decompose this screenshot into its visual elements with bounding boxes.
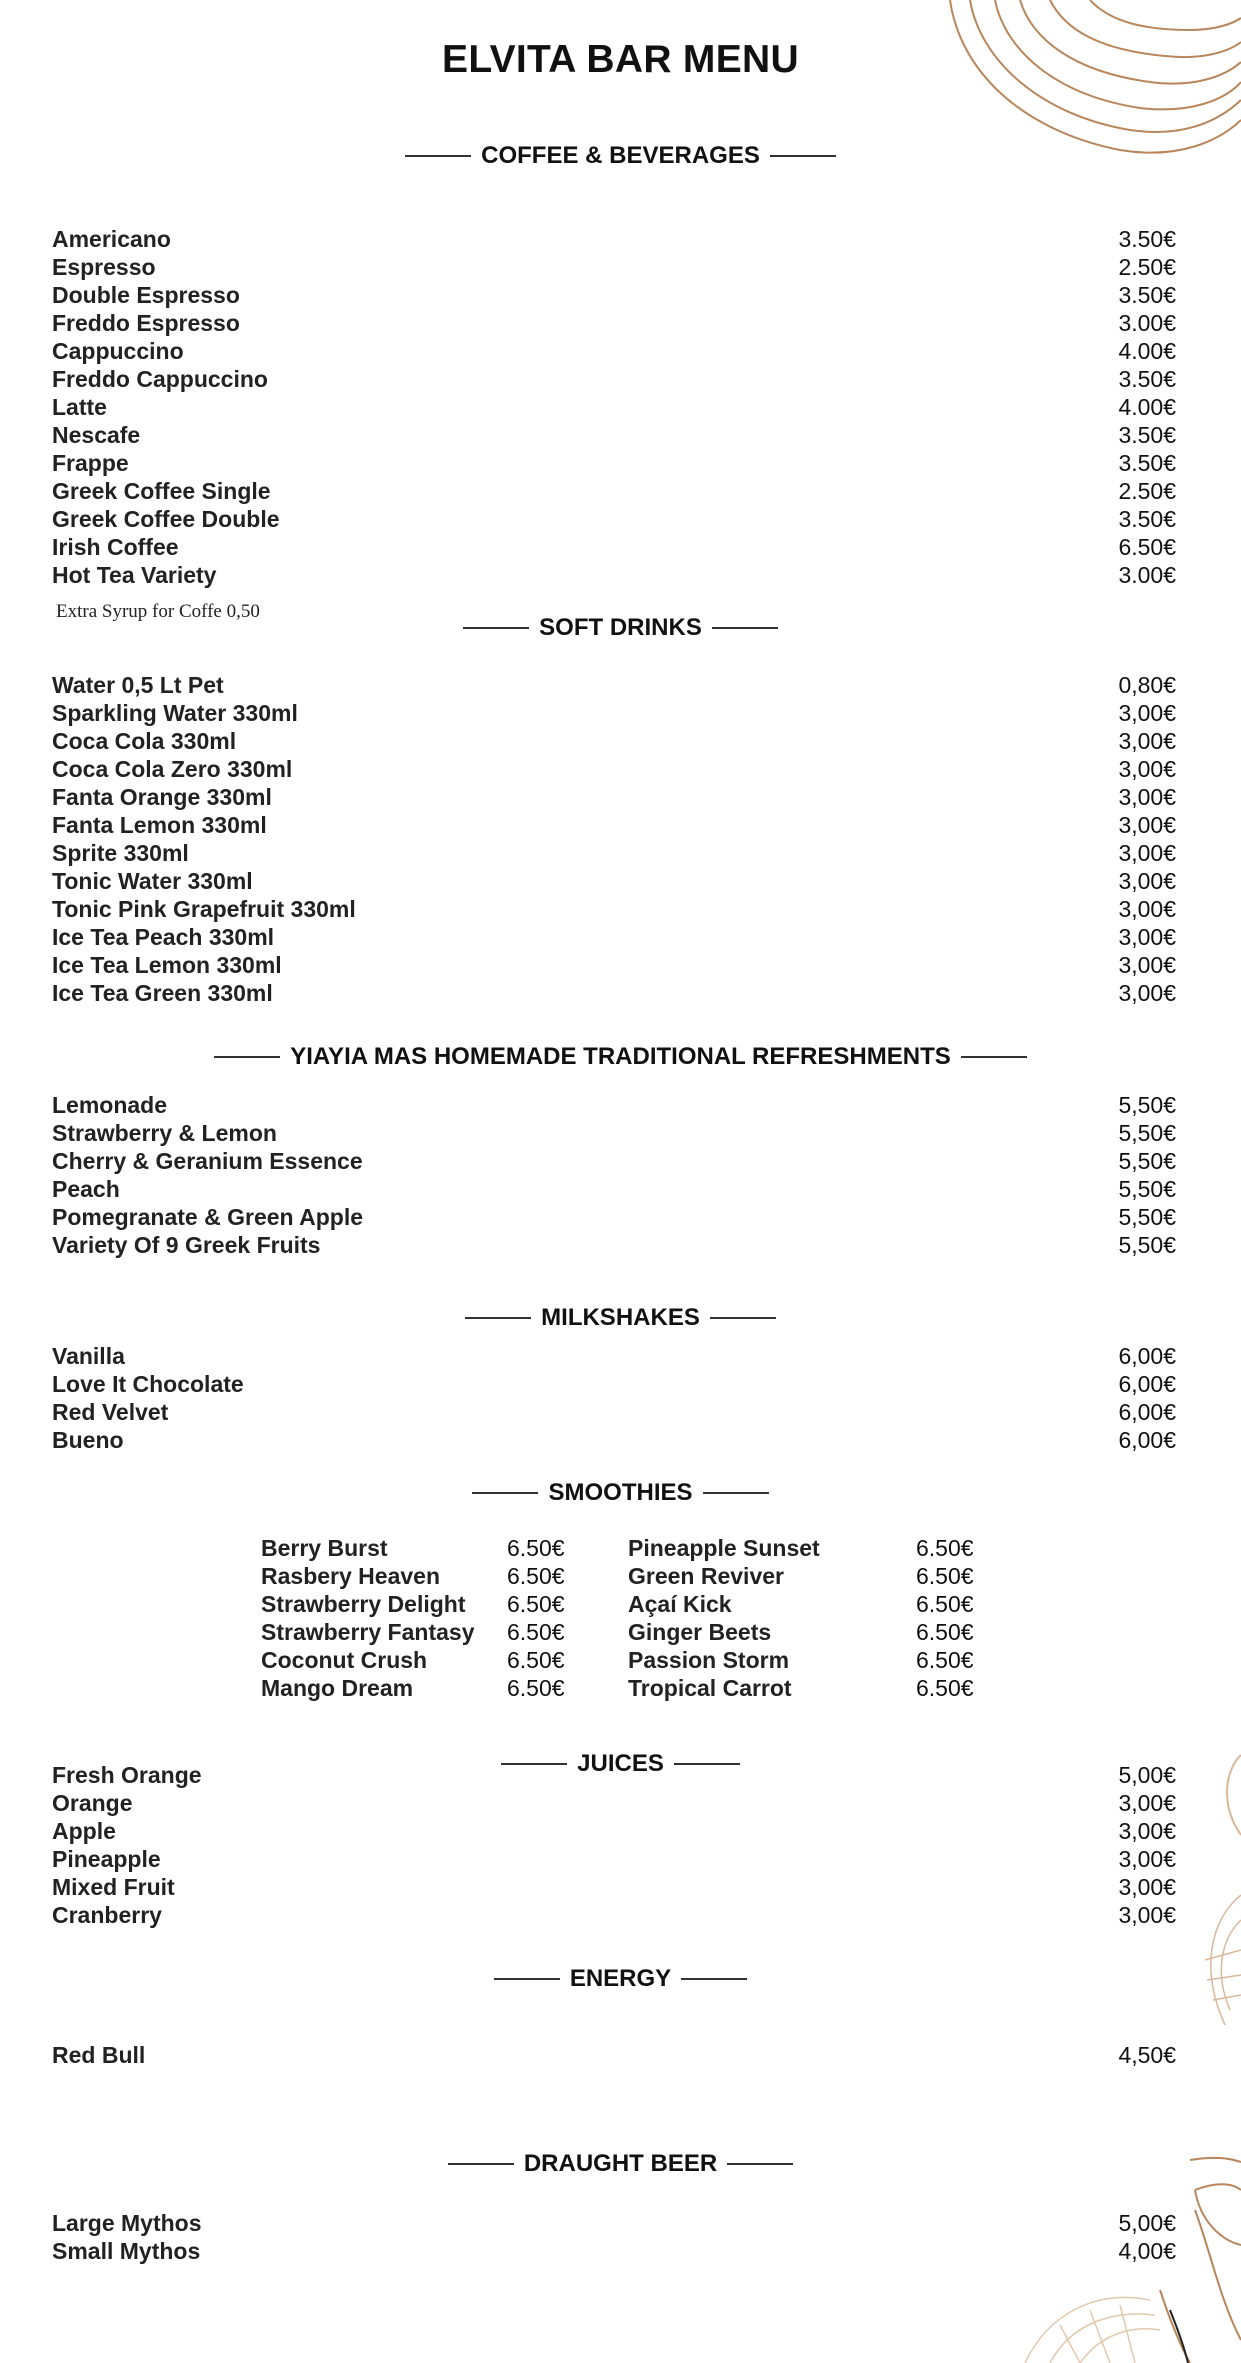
menu-item-row [52, 2041, 1176, 2069]
smoothie-price: 6.50€ [916, 1674, 974, 1701]
soft-drinks-heading-label: SOFT DRINKS [539, 614, 702, 641]
smoothie-price: 6.50€ [507, 1674, 565, 1701]
smoothie-name: Tropical Carrot [628, 1674, 792, 1701]
item-price: 3,00€ [1118, 867, 1176, 894]
item-name: Red Velvet [52, 1398, 169, 1425]
item-name: Water 0,5 Lt Pet [52, 671, 224, 698]
menu-item-row [52, 923, 1176, 951]
item-price: 3.50€ [1118, 225, 1176, 252]
item-price: 3,00€ [1118, 727, 1176, 754]
smoothie-price: 6.50€ [507, 1590, 565, 1617]
leaf-decoration-right-lower [1185, 1890, 1241, 2030]
smoothie-row [628, 1646, 986, 1674]
menu-item-row [52, 979, 1176, 1007]
coffee-heading [0, 142, 1241, 170]
item-price: 6,00€ [1118, 1370, 1176, 1397]
heading-dash [463, 627, 529, 629]
smoothie-price: 6.50€ [507, 1646, 565, 1673]
item-name: Love It Chocolate [52, 1370, 244, 1397]
menu-item-row [52, 699, 1176, 727]
item-price: 2.50€ [1118, 477, 1176, 504]
menu-item-row [52, 755, 1176, 783]
heading-dash [472, 1492, 538, 1494]
item-price: 3,00€ [1118, 923, 1176, 950]
heading-dash [465, 1317, 531, 1319]
item-price: 5,50€ [1118, 1091, 1176, 1118]
smoothie-row [628, 1534, 986, 1562]
item-price: 4,50€ [1118, 2041, 1176, 2068]
item-price: 5,50€ [1118, 1119, 1176, 1146]
energy-list [52, 2041, 1176, 2069]
refreshments-heading [0, 1043, 1241, 1071]
menu-item-row [52, 253, 1176, 281]
smoothie-name: Ginger Beets [628, 1618, 772, 1645]
item-price: 3,00€ [1118, 1845, 1176, 1872]
item-name: Large Mythos [52, 2209, 202, 2236]
smoothie-row [628, 1590, 986, 1618]
menu-item-row [52, 867, 1176, 895]
item-price: 3,00€ [1118, 1873, 1176, 1900]
smoothie-price: 6.50€ [916, 1534, 974, 1561]
smoothies-right-column [628, 1534, 986, 1702]
item-price: 6,00€ [1118, 1342, 1176, 1369]
soft-drinks-heading [0, 614, 1241, 642]
item-name: Freddo Cappuccino [52, 365, 268, 392]
heading-dash [214, 1056, 280, 1058]
item-name: Sparkling Water 330ml [52, 699, 298, 726]
item-name: Greek Coffee Single [52, 477, 271, 504]
menu-item-row [52, 1342, 1176, 1370]
item-name: Sprite 330ml [52, 839, 189, 866]
smoothies-left-column [261, 1534, 577, 1702]
item-price: 4.00€ [1118, 393, 1176, 420]
smoothie-name: Rasbery Heaven [261, 1562, 440, 1589]
item-price: 3.50€ [1118, 505, 1176, 532]
menu-item-row [52, 505, 1176, 533]
smoothie-price: 6.50€ [916, 1646, 974, 1673]
item-name: Cherry & Geranium Essence [52, 1147, 363, 1174]
smoothies-heading-label: SMOOTHIES [548, 1479, 693, 1506]
item-price: 3.50€ [1118, 365, 1176, 392]
menu-item-row [52, 2237, 1176, 2265]
coffee-heading-label: COFFEE & BEVERAGES [481, 142, 760, 169]
juices-list [52, 1761, 1176, 1929]
menu-item-row [52, 951, 1176, 979]
item-price: 3.50€ [1118, 421, 1176, 448]
item-name: Fanta Lemon 330ml [52, 811, 267, 838]
menu-item-row [52, 1789, 1176, 1817]
item-price: 5,00€ [1118, 1761, 1176, 1788]
menu-item-row [52, 225, 1176, 253]
menu-title: ELVITA BAR MENU [442, 38, 799, 81]
smoothie-price: 6.50€ [916, 1618, 974, 1645]
syrup-note: Extra Syrup for Coffe 0,50 [56, 601, 260, 622]
heading-dash [681, 1978, 747, 1980]
item-name: Peach [52, 1175, 120, 1202]
coffee-list [52, 225, 1176, 589]
item-name: Greek Coffee Double [52, 505, 280, 532]
menu-item-row [52, 1203, 1176, 1231]
smoothie-row [261, 1590, 577, 1618]
item-name: Pineapple [52, 1845, 161, 1872]
item-price: 3.50€ [1118, 449, 1176, 476]
menu-item-row [52, 1398, 1176, 1426]
heading-dash [405, 155, 471, 157]
item-name: Pomegranate & Green Apple [52, 1203, 364, 1230]
heading-dash [727, 2163, 793, 2165]
energy-heading-label: ENERGY [569, 1965, 672, 1992]
item-name: Tonic Pink Grapefruit 330ml [52, 895, 356, 922]
smoothie-name: Pineapple Sunset [628, 1534, 820, 1561]
menu-item-row [52, 337, 1176, 365]
smoothie-name: Strawberry Fantasy [261, 1618, 475, 1645]
item-price: 3,00€ [1118, 839, 1176, 866]
item-name: Bueno [52, 1426, 124, 1453]
menu-item-row [52, 1231, 1176, 1259]
menu-item-row [52, 1761, 1176, 1789]
item-name: Lemonade [52, 1091, 168, 1118]
item-price: 6.50€ [1118, 533, 1176, 560]
item-name: Tonic Water 330ml [52, 867, 253, 894]
smoothie-price: 6.50€ [507, 1562, 565, 1589]
item-name: Cranberry [52, 1901, 162, 1928]
menu-item-row [52, 895, 1176, 923]
juices-heading-label: JUICES [577, 1750, 664, 1777]
item-name: Coca Cola 330ml [52, 727, 237, 754]
item-name: Double Espresso [52, 281, 240, 308]
item-price: 3,00€ [1118, 811, 1176, 838]
item-price: 3,00€ [1118, 895, 1176, 922]
item-price: 5,50€ [1118, 1203, 1176, 1230]
smoothie-name: Coconut Crush [261, 1646, 428, 1673]
item-name: Strawberry & Lemon [52, 1119, 277, 1146]
smoothie-price: 6.50€ [507, 1534, 565, 1561]
item-name: Variety Of 9 Greek Fruits [52, 1231, 321, 1258]
item-name: Latte [52, 393, 107, 420]
item-price: 6,00€ [1118, 1398, 1176, 1425]
heading-dash [712, 627, 778, 629]
item-name: Mixed Fruit [52, 1873, 175, 1900]
smoothie-name: Passion Storm [628, 1646, 790, 1673]
item-name: Fresh Orange [52, 1761, 202, 1788]
menu-item-row [52, 449, 1176, 477]
item-name: Red Bull [52, 2041, 146, 2068]
smoothie-name: Strawberry Delight [261, 1590, 466, 1617]
smoothie-price: 6.50€ [507, 1618, 565, 1645]
menu-item-row [52, 2209, 1176, 2237]
item-price: 6,00€ [1118, 1426, 1176, 1453]
smoothie-name: Green Reviver [628, 1562, 784, 1589]
item-price: 3,00€ [1118, 699, 1176, 726]
menu-item-row [52, 309, 1176, 337]
item-price: 5,50€ [1118, 1231, 1176, 1258]
smoothie-name: Mango Dream [261, 1674, 414, 1701]
item-price: 3.50€ [1118, 281, 1176, 308]
item-price: 3,00€ [1118, 783, 1176, 810]
item-name: Vanilla [52, 1342, 125, 1369]
smoothie-row [628, 1674, 986, 1702]
item-name: Cappuccino [52, 337, 184, 364]
menu-item-row [52, 1147, 1176, 1175]
menu-item-row [52, 365, 1176, 393]
soft-drinks-list [52, 671, 1176, 1007]
item-price: 0,80€ [1118, 671, 1176, 698]
beer-heading-label: DRAUGHT BEER [523, 2150, 718, 2177]
item-name: Orange [52, 1789, 133, 1816]
smoothie-price: 6.50€ [916, 1590, 974, 1617]
item-name: Hot Tea Variety [52, 561, 217, 588]
item-price: 5,50€ [1118, 1175, 1176, 1202]
item-price: 4.00€ [1118, 337, 1176, 364]
heading-dash [703, 1492, 769, 1494]
item-name: Frappe [52, 449, 129, 476]
smoothie-row [628, 1562, 986, 1590]
menu-item-row [52, 561, 1176, 589]
item-price: 3,00€ [1118, 1817, 1176, 1844]
smoothie-name: Berry Burst [261, 1534, 388, 1561]
smoothie-row [261, 1618, 577, 1646]
menu-item-row [52, 1175, 1176, 1203]
menu-item-row [52, 1119, 1176, 1147]
menu-item-row [52, 1873, 1176, 1901]
menu-item-row [52, 533, 1176, 561]
menu-item-row [52, 1426, 1176, 1454]
beer-list [52, 2209, 1176, 2265]
item-name: Espresso [52, 253, 156, 280]
item-price: 5,50€ [1118, 1147, 1176, 1174]
menu-item-row [52, 1370, 1176, 1398]
heading-dash [448, 2163, 514, 2165]
menu-item-row [52, 421, 1176, 449]
item-price: 2.50€ [1118, 253, 1176, 280]
menu-item-row [52, 783, 1176, 811]
item-price: 3,00€ [1118, 755, 1176, 782]
item-name: Fanta Orange 330ml [52, 783, 272, 810]
item-name: Nescafe [52, 421, 141, 448]
item-price: 5,00€ [1118, 2209, 1176, 2236]
menu-item-row [52, 839, 1176, 867]
menu-item-row [52, 281, 1176, 309]
item-name: Irish Coffee [52, 533, 179, 560]
item-price: 4,00€ [1118, 2237, 1176, 2264]
item-name: Coca Cola Zero 330ml [52, 755, 293, 782]
milkshakes-list [52, 1342, 1176, 1454]
energy-heading [0, 1965, 1241, 1993]
item-name: Ice Tea Green 330ml [52, 979, 273, 1006]
menu-item-row [52, 1817, 1176, 1845]
item-price: 3,00€ [1118, 1789, 1176, 1816]
smoothie-row [261, 1534, 577, 1562]
smoothie-row [261, 1562, 577, 1590]
heading-dash [770, 155, 836, 157]
smoothie-row [628, 1618, 986, 1646]
milkshakes-heading-label: MILKSHAKES [541, 1304, 700, 1331]
item-name: Ice Tea Peach 330ml [52, 923, 275, 950]
item-price: 3.00€ [1118, 309, 1176, 336]
menu-item-row [52, 1091, 1176, 1119]
menu-item-row [52, 1901, 1176, 1929]
menu-item-row [52, 1845, 1176, 1873]
beer-heading [0, 2150, 1241, 2178]
smoothies-heading [0, 1479, 1241, 1507]
item-name: Freddo Espresso [52, 309, 240, 336]
item-name: Ice Tea Lemon 330ml [52, 951, 282, 978]
smoothie-price: 6.50€ [916, 1562, 974, 1589]
item-price: 3,00€ [1118, 951, 1176, 978]
smoothie-row [261, 1674, 577, 1702]
menu-item-row [52, 811, 1176, 839]
refreshments-list [52, 1091, 1176, 1259]
smoothie-name: Açaí Kick [628, 1590, 732, 1617]
item-name: Apple [52, 1817, 116, 1844]
item-name: Small Mythos [52, 2237, 201, 2264]
menu-item-row [52, 671, 1176, 699]
milkshakes-heading [0, 1304, 1241, 1332]
item-name: Americano [52, 225, 171, 252]
refreshments-heading-label: YIAYIA MAS HOMEMADE TRADITIONAL REFRESHMENTS [290, 1043, 951, 1070]
heading-dash [710, 1317, 776, 1319]
menu-item-row [52, 393, 1176, 421]
item-price: 3,00€ [1118, 1901, 1176, 1928]
menu-item-row [52, 477, 1176, 505]
heading-dash [961, 1056, 1027, 1058]
smoothie-row [261, 1646, 577, 1674]
item-price: 3,00€ [1118, 979, 1176, 1006]
heading-dash [494, 1978, 560, 1980]
menu-item-row [52, 727, 1176, 755]
item-price: 3.00€ [1118, 561, 1176, 588]
